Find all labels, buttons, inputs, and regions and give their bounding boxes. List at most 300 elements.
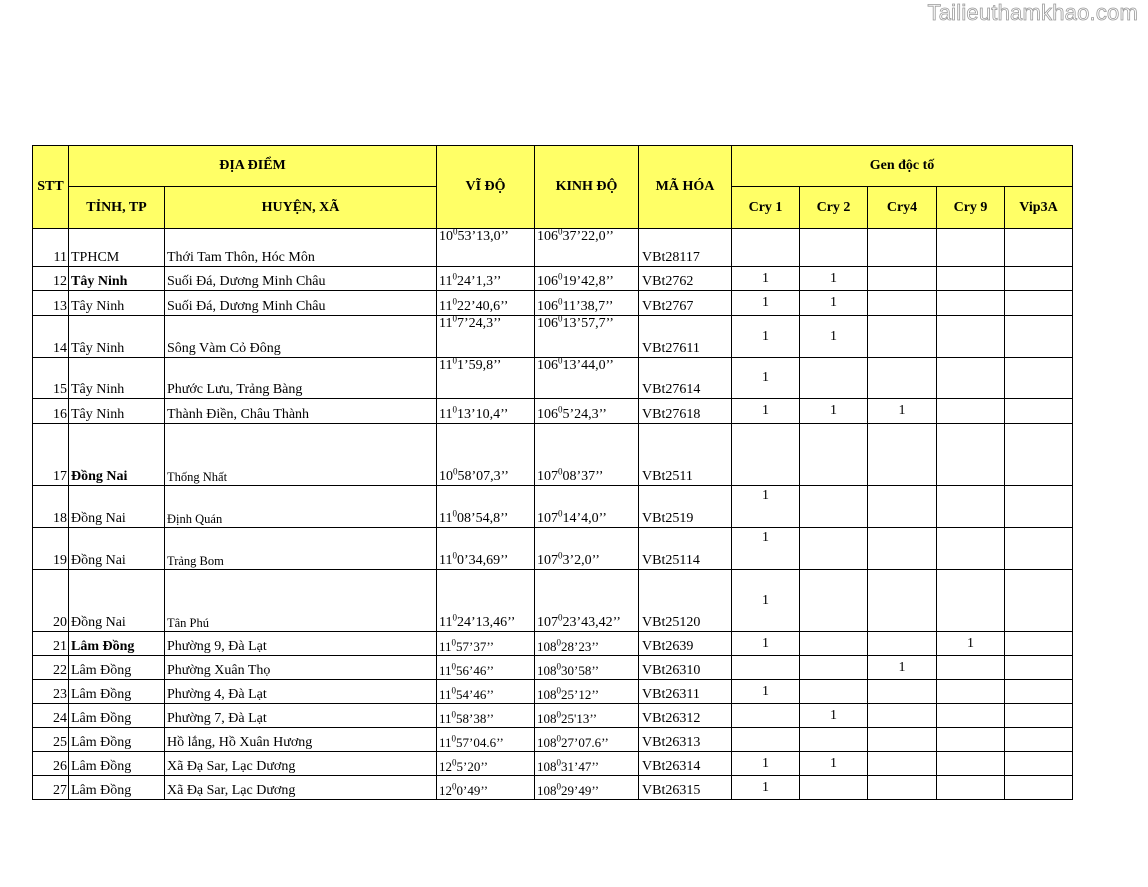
cell-longitude [535,728,639,752]
cell-code: VBt2511 [639,424,732,486]
cell-latitude-deg: 11 [439,511,453,526]
cell-longitude-min: 37’22,0’’ [562,229,614,244]
cell-gene-cry4 [868,358,937,399]
cell-stt: 16 [33,399,69,424]
cell-gene-vip3a [1005,267,1073,291]
cell-code: VBt26314 [639,752,732,776]
cell-longitude [535,267,639,291]
cell-latitude [437,776,535,800]
cell-latitude [437,399,535,424]
header-gene-cry4: Cry4 [868,187,937,229]
cell-code: VBt26310 [639,656,732,680]
header-gene-cry1: Cry 1 [732,187,800,229]
cell-code: VBt25114 [639,528,732,570]
cell-district: Xã Đạ Sar, Lạc Dương [165,776,437,800]
table-row [33,486,1073,528]
cell-latitude-degree-sign: 0 [453,226,458,237]
cell-latitude [437,656,535,680]
header-dia-diem: ĐỊA ĐIỂM [69,146,437,187]
cell-gene-vip3a [1005,399,1073,424]
header-gene-vip3a: Vip3A [1005,187,1073,229]
cell-gene-cry9 [937,486,1005,528]
cell-latitude-degree-sign: 0 [451,661,457,672]
cell-longitude-degree-sign: 0 [556,637,561,648]
cell-province: Đồng Nai [69,570,165,632]
cell-longitude-deg: 108 [537,687,557,702]
cell-longitude [535,291,639,316]
cell-longitude-degree-sign: 0 [556,661,561,672]
cell-province: Đồng Nai [69,486,165,528]
cell-gene-cry1: 1 [732,528,800,570]
table-row [33,267,1073,291]
header-gen-doc-to: Gen độc tố [732,146,1073,187]
cell-longitude-degree-sign: 0 [556,709,561,720]
cell-longitude [535,570,639,632]
cell-longitude-deg: 108 [537,711,557,726]
cell-latitude-degree-sign: 0 [451,685,457,696]
cell-longitude-deg: 108 [537,639,557,654]
cell-longitude-deg: 106 [537,229,558,244]
cell-gene-cry2: 1 [800,752,868,776]
cell-latitude-min: 58’07,3’’ [457,469,509,484]
cell-district: Suối Đá, Dương Minh Châu [165,291,437,316]
table-row [33,424,1073,486]
cell-latitude-degree-sign: 0 [452,355,457,366]
cell-longitude-deg: 108 [537,759,557,774]
cell-province: Tây Ninh [69,399,165,424]
cell-gene-vip3a [1005,776,1073,800]
cell-district: Thống Nhất [165,424,437,486]
cell-gene-cry4 [868,570,937,632]
cell-longitude [535,632,639,656]
cell-gene-cry9 [937,752,1005,776]
table-row [33,570,1073,632]
cell-code: VBt27618 [639,399,732,424]
cell-gene-cry9 [937,424,1005,486]
cell-longitude [535,313,639,358]
cell-latitude [437,570,535,632]
cell-stt: 23 [33,680,69,704]
cell-code: VBt26311 [639,680,732,704]
cell-latitude [437,680,535,704]
cell-latitude [437,632,535,656]
cell-longitude-min: 14’4,0’’ [562,511,607,526]
cell-latitude-min: 0’49’’ [456,783,489,798]
cell-province: Lâm Đồng [69,752,165,776]
cell-province: Tây Ninh [69,316,165,358]
cell-latitude-deg: 11 [439,299,453,314]
cell-gene-cry4 [868,776,937,800]
cell-gene-vip3a [1005,358,1073,399]
cell-gene-cry1: 1 [732,267,800,291]
cell-latitude [437,267,535,291]
cell-gene-cry4 [868,632,937,656]
cell-longitude [535,680,639,704]
header-ma-hoa: MÃ HÓA [639,146,732,229]
cell-gene-cry9 [937,229,1005,267]
cell-longitude [535,656,639,680]
cell-longitude [535,355,639,399]
cell-gene-cry2: 1 [800,291,868,316]
cell-latitude-min: 58’38’’ [456,711,495,726]
cell-longitude-degree-sign: 0 [558,508,563,519]
cell-gene-cry2 [800,570,868,632]
cell-gene-cry4: 1 [868,399,937,424]
cell-longitude [535,704,639,728]
cell-gene-vip3a [1005,424,1073,486]
cell-latitude-degree-sign: 0 [451,733,457,744]
table-row [33,528,1073,570]
cell-gene-cry9 [937,267,1005,291]
cell-latitude-degree-sign: 0 [452,757,457,768]
cell-longitude-degree-sign: 0 [558,296,563,307]
cell-stt: 11 [33,229,69,267]
cell-code: VBt25120 [639,570,732,632]
cell-stt: 22 [33,656,69,680]
cell-latitude-min: 54’46’’ [456,687,495,702]
cell-district: Phường 7, Đà Lạt [165,704,437,728]
cell-latitude-min: 57’04.6’’ [456,735,504,750]
cell-latitude-deg: 11 [439,615,453,630]
table-body [33,226,1073,800]
cell-latitude-min: 24’13,46’’ [456,615,516,630]
cell-latitude-deg: 11 [439,735,452,750]
cell-stt: 24 [33,704,69,728]
cell-longitude-min: 28’23’’ [561,639,600,654]
cell-gene-vip3a [1005,291,1073,316]
cell-longitude-degree-sign: 0 [556,733,561,744]
cell-province: Lâm Đồng [69,704,165,728]
cell-gene-vip3a [1005,704,1073,728]
table-row [33,704,1073,728]
cell-code: VBt2519 [639,486,732,528]
cell-longitude-min: 27’07.6’’ [561,735,609,750]
cell-latitude-min: 0’34,69’’ [456,553,509,568]
cell-latitude-min: 57’37’’ [456,639,495,654]
cell-longitude-min: 19’42,8’’ [562,274,614,289]
cell-gene-vip3a [1005,316,1073,358]
header-stt: STT [33,146,69,229]
cell-code: VBt27614 [639,358,732,399]
cell-gene-cry2 [800,229,868,267]
cell-gene-cry4 [868,528,937,570]
cell-longitude-deg: 106 [537,407,558,422]
cell-latitude [437,752,535,776]
cell-longitude-deg: 107 [537,469,558,484]
cell-gene-cry2: 1 [800,704,868,728]
cell-stt: 25 [33,728,69,752]
header-kinh-do: KINH ĐỘ [535,146,639,229]
cell-latitude-min: 08’54,8’’ [456,511,509,526]
cell-gene-vip3a [1005,486,1073,528]
cell-longitude-min: 08’37’’ [562,469,604,484]
cell-gene-vip3a [1005,656,1073,680]
cell-latitude [437,528,535,570]
cell-stt: 20 [33,570,69,632]
cell-gene-cry4 [868,229,937,267]
cell-gene-cry2 [800,424,868,486]
cell-gene-cry9 [937,399,1005,424]
cell-latitude-degree-sign: 0 [452,781,457,792]
table-row [33,728,1073,752]
cell-district: Phường 4, Đà Lạt [165,680,437,704]
cell-province: Tây Ninh [69,267,165,291]
cell-province: Đồng Nai [69,528,165,570]
cell-latitude [437,355,535,399]
cell-stt: 21 [33,632,69,656]
table-row [33,291,1073,316]
header-gene-cry2: Cry 2 [800,187,868,229]
cell-district: Xã Đạ Sar, Lạc Dương [165,752,437,776]
cell-gene-cry1: 1 [732,632,800,656]
cell-province: Lâm Đồng [69,680,165,704]
cell-latitude-deg: 11 [439,316,453,331]
cell-gene-cry4 [868,486,937,528]
cell-gene-cry4 [868,752,937,776]
cell-stt: 14 [33,316,69,358]
cell-longitude [535,424,639,486]
cell-gene-cry1: 1 [732,358,800,399]
cell-longitude-min: 30’58’’ [561,663,600,678]
cell-gene-cry9 [937,656,1005,680]
cell-code: VBt26312 [639,704,732,728]
cell-latitude-degree-sign: 0 [452,271,457,282]
cell-district: Sông Vàm Cỏ Đông [165,316,437,358]
cell-gene-cry2: 1 [800,267,868,291]
cell-stt: 15 [33,358,69,399]
cell-gene-cry1: 1 [732,486,800,528]
cell-gene-cry4 [868,424,937,486]
header-vi-do: VĨ ĐỘ [437,146,535,229]
cell-latitude [437,226,535,267]
cell-longitude-deg: 107 [537,511,558,526]
cell-gene-vip3a [1005,680,1073,704]
cell-latitude-degree-sign: 0 [451,637,457,648]
cell-longitude-deg: 108 [537,663,557,678]
cell-longitude-deg: 106 [537,358,558,373]
cell-longitude [535,486,639,528]
cell-gene-cry4 [868,267,937,291]
table-row [33,358,1073,399]
cell-gene-cry1: 1 [732,776,800,800]
cell-gene-cry1: 1 [732,570,800,632]
cell-longitude-min: 5’24,3’’ [562,407,607,422]
cell-gene-cry2 [800,728,868,752]
table-row [33,229,1073,267]
cell-stt: 26 [33,752,69,776]
cell-gene-cry4 [868,316,937,358]
cell-longitude-deg: 108 [537,783,557,798]
cell-latitude-deg: 11 [439,639,452,654]
cell-code: VBt26315 [639,776,732,800]
cell-latitude-deg: 12 [439,783,452,798]
cell-code: VBt2639 [639,632,732,656]
cell-latitude-deg: 11 [439,663,452,678]
cell-latitude-degree-sign: 0 [451,709,457,720]
cell-code: VBt28117 [639,229,732,267]
cell-gene-cry9: 1 [937,632,1005,656]
cell-latitude [437,291,535,316]
cell-longitude-min: 31’47’’ [561,759,600,774]
cell-gene-cry9 [937,291,1005,316]
cell-gene-cry9 [937,776,1005,800]
cell-district: Phường Xuân Thọ [165,656,437,680]
cell-stt: 18 [33,486,69,528]
cell-longitude-min: 13’44,0’’ [562,358,614,373]
cell-longitude-deg: 106 [537,316,558,331]
cell-latitude [437,704,535,728]
cell-latitude-min: 7’24,3’’ [456,316,502,331]
strain-location-table [32,145,1073,800]
cell-gene-cry2 [800,776,868,800]
cell-longitude-degree-sign: 0 [556,781,561,792]
table-row [33,680,1073,704]
cell-gene-cry1 [732,728,800,752]
cell-longitude-degree-sign: 0 [558,404,563,415]
cell-latitude-deg: 11 [439,358,453,373]
cell-longitude [535,226,639,267]
cell-longitude-min: 3’2,0’’ [562,553,600,568]
cell-gene-vip3a [1005,570,1073,632]
table-row [33,776,1073,800]
cell-longitude-degree-sign: 0 [556,685,561,696]
cell-district: Thành Điền, Châu Thành [165,399,437,424]
cell-gene-vip3a [1005,229,1073,267]
cell-stt: 12 [33,267,69,291]
cell-gene-cry4: 1 [868,656,937,680]
cell-longitude-degree-sign: 0 [556,757,561,768]
cell-district: Phước Lưu, Trảng Bàng [165,358,437,399]
cell-gene-vip3a [1005,528,1073,570]
cell-stt: 19 [33,528,69,570]
cell-gene-cry1 [732,424,800,486]
cell-gene-cry2 [800,486,868,528]
header-gene-cry9: Cry 9 [937,187,1005,229]
cell-code: VBt27611 [639,316,732,358]
table-row [33,656,1073,680]
cell-latitude-deg: 10 [439,469,453,484]
cell-gene-cry4 [868,704,937,728]
cell-longitude [535,528,639,570]
cell-gene-cry9 [937,316,1005,358]
cell-latitude-deg: 11 [439,711,452,726]
cell-latitude-deg: 11 [439,407,453,422]
table-row [33,316,1073,358]
cell-gene-cry2 [800,656,868,680]
cell-latitude-degree-sign: 0 [452,313,457,324]
cell-gene-cry9 [937,704,1005,728]
cell-gene-cry1 [732,704,800,728]
cell-longitude-deg: 107 [537,615,558,630]
cell-gene-cry2 [800,358,868,399]
cell-latitude-min: 56’46’’ [456,663,495,678]
cell-district: Thới Tam Thôn, Hóc Môn [165,229,437,267]
cell-latitude-min: 22’40,6’’ [456,299,509,314]
cell-latitude-deg: 12 [439,759,452,774]
cell-province: Tây Ninh [69,291,165,316]
cell-latitude-min: 5’20’’ [456,759,489,774]
cell-gene-cry9 [937,570,1005,632]
cell-stt: 17 [33,424,69,486]
cell-gene-cry1: 1 [732,291,800,316]
cell-longitude-min: 25’12’’ [561,687,600,702]
table-row [33,399,1073,424]
cell-longitude-degree-sign: 0 [558,226,563,237]
cell-gene-cry1: 1 [732,316,800,358]
cell-gene-cry4 [868,728,937,752]
cell-gene-vip3a [1005,728,1073,752]
cell-latitude-degree-sign: 0 [452,404,457,415]
cell-longitude [535,399,639,424]
cell-latitude-min: 24’1,3’’ [456,274,502,289]
cell-district: Tân Phú [165,570,437,632]
cell-gene-cry1: 1 [732,399,800,424]
cell-longitude-degree-sign: 0 [558,550,563,561]
cell-longitude-min: 23’43,42’’ [562,615,621,630]
cell-gene-cry1 [732,656,800,680]
cell-gene-cry9 [937,528,1005,570]
cell-longitude-degree-sign: 0 [558,271,563,282]
cell-longitude-min: 13’57,7’’ [562,316,614,331]
cell-code: VBt2762 [639,267,732,291]
cell-gene-cry2 [800,632,868,656]
cell-longitude [535,752,639,776]
cell-latitude-deg: 11 [439,687,452,702]
cell-latitude-degree-sign: 0 [452,508,457,519]
cell-latitude-deg: 11 [439,553,453,568]
cell-gene-cry2 [800,528,868,570]
cell-longitude-deg: 107 [537,553,558,568]
cell-latitude [437,313,535,358]
cell-province: TPHCM [69,229,165,267]
cell-gene-cry4 [868,291,937,316]
cell-latitude-degree-sign: 0 [452,296,457,307]
cell-gene-cry1: 1 [732,680,800,704]
cell-latitude-deg: 10 [439,229,453,244]
cell-latitude-degree-sign: 0 [452,612,457,623]
cell-latitude-min: 53’13,0’’ [457,229,509,244]
cell-district: Trảng Bom [165,528,437,570]
cell-gene-cry1: 1 [732,752,800,776]
cell-latitude-min: 13’10,4’’ [456,407,509,422]
cell-stt: 13 [33,291,69,316]
cell-gene-cry2: 1 [800,316,868,358]
cell-province: Lâm Đồng [69,632,165,656]
cell-longitude-deg: 106 [537,274,558,289]
cell-stt: 27 [33,776,69,800]
cell-gene-cry2 [800,680,868,704]
cell-longitude-degree-sign: 0 [558,466,563,477]
cell-longitude-deg: 108 [537,735,557,750]
cell-gene-cry2: 1 [800,399,868,424]
header-tinh-tp: TỈNH, TP [69,187,165,229]
cell-province: Lâm Đồng [69,776,165,800]
table-row [33,632,1073,656]
cell-longitude-min: 25'13’’ [561,711,598,726]
cell-longitude-min: 11’38,7’’ [562,299,614,314]
cell-gene-cry9 [937,728,1005,752]
cell-district: Định Quán [165,486,437,528]
cell-province: Lâm Đồng [69,656,165,680]
cell-gene-cry1 [732,229,800,267]
cell-province: Đồng Nai [69,424,165,486]
cell-latitude [437,424,535,486]
cell-district: Hồ lắng, Hồ Xuân Hương [165,728,437,752]
header-huyen-xa: HUYỆN, XÃ [165,187,437,229]
cell-latitude [437,728,535,752]
cell-longitude-degree-sign: 0 [558,355,563,366]
cell-province: Tây Ninh [69,358,165,399]
